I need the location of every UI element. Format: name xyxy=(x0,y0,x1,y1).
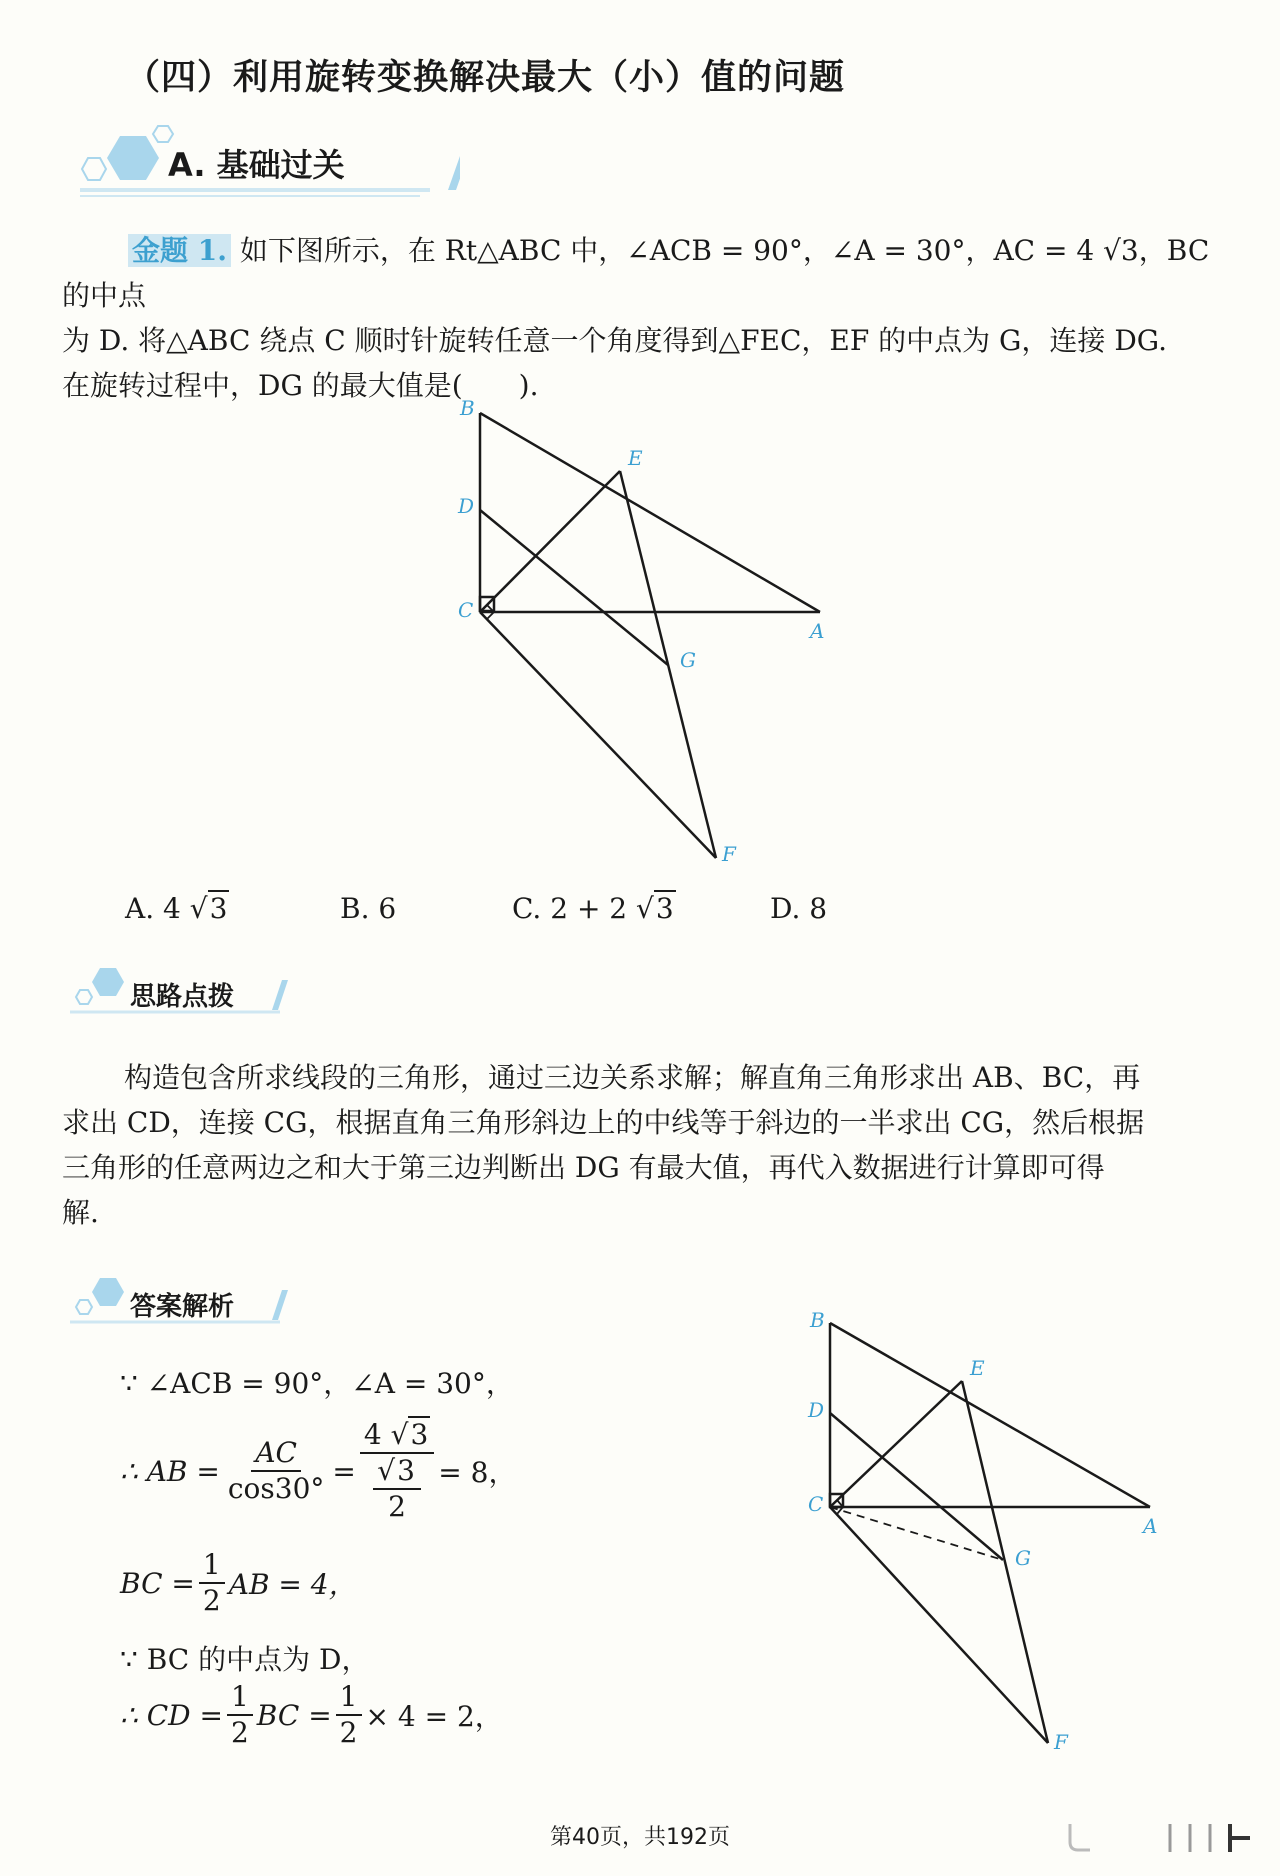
segment-ef-2 xyxy=(962,1381,1048,1743)
section-title-answer: 答案解析 xyxy=(130,1292,235,1322)
segment-ce xyxy=(480,471,620,612)
label-b-2: B xyxy=(810,1308,825,1332)
solution-step-5 xyxy=(120,1680,503,1750)
hint-line-3: 三角形的任意两边之和大于第三边判断出 DG 有最大值，再代入数据进行计算即可得 xyxy=(62,1151,1105,1184)
segment-ba-2 xyxy=(830,1323,1150,1507)
solution-step-3 xyxy=(120,1548,357,1618)
step5-mid: BC = xyxy=(256,1698,332,1732)
step2-tail: = 8， xyxy=(438,1456,517,1489)
step2-f2-num-rad: 3 xyxy=(410,1418,429,1451)
hint-paragraph xyxy=(62,1055,1222,1235)
step2-f1-num: AC xyxy=(251,1436,301,1472)
step5-fraction-1 xyxy=(227,1680,253,1750)
hint-line-2: 求出 CD，连接 CG，根据直角三角形斜边上的中线等于斜边的一半求出 CG，然后根据 xyxy=(62,1106,1145,1139)
label-g-2: G xyxy=(1015,1546,1031,1570)
segment-ce-2 xyxy=(830,1381,962,1507)
step2-f1-den: cos30° xyxy=(227,1472,325,1505)
label-c: C xyxy=(458,598,474,622)
step3-fraction xyxy=(199,1548,225,1618)
step3-lhs: BC = xyxy=(120,1566,195,1600)
solution-step-4: ∵ BC 的中点为 D， xyxy=(120,1643,370,1676)
segment-cf-2 xyxy=(830,1507,1048,1743)
page-footer: 第40页，共192页 xyxy=(550,1825,730,1850)
step3-den: 2 xyxy=(202,1584,221,1617)
step3-num: 1 xyxy=(199,1548,225,1584)
section-header-answer xyxy=(60,1270,300,1332)
solution-step-1: ∵ ∠ACB = 90°，∠A = 30°， xyxy=(120,1367,514,1400)
option-a-radicand: 3 xyxy=(209,892,228,925)
label-f-2: F xyxy=(1054,1730,1068,1754)
step2-f2-den-bottom: 2 xyxy=(388,1490,406,1523)
solution-step-2 xyxy=(120,1418,516,1524)
step2-f2-num: 4 √3 xyxy=(360,1418,434,1454)
option-c-sqrt: √3 xyxy=(636,892,674,925)
scroll-handle-icon[interactable] xyxy=(1060,1818,1260,1858)
label-e-2: E xyxy=(970,1356,985,1380)
question-line-3: 在旋转过程中，DG 的最大值是( ). xyxy=(62,369,539,402)
label-d: D xyxy=(458,494,475,518)
question-block xyxy=(62,228,1232,408)
section-title-hint: 思路点拨 xyxy=(130,982,235,1012)
option-c xyxy=(512,892,676,925)
hint-line-1: 构造包含所求线段的三角形，通过三边关系求解；解直角三角形求出 AB、BC，再 xyxy=(124,1061,1141,1094)
figure-2 xyxy=(800,1305,1180,1765)
label-f: F xyxy=(722,842,736,865)
step2-f2-den-rad: 3 xyxy=(397,1454,415,1487)
step5-den: 2 xyxy=(230,1716,249,1749)
label-a-2: A xyxy=(1143,1514,1158,1538)
segment-dg-2 xyxy=(830,1413,1003,1560)
question-line-1: 如下图所示，在 Rt△ABC 中，∠ACB = 90°，∠A = 30°，AC = 4 √3，BC 的中点 xyxy=(62,234,1210,312)
segment-ba xyxy=(480,413,820,612)
step5-num2: 1 xyxy=(336,1680,362,1716)
page-title: （四）利用旋转变换解决最大（小）值的问题 xyxy=(125,58,846,98)
label-d-2: D xyxy=(808,1398,825,1422)
step2-lhs: ∴ AB = xyxy=(120,1454,220,1488)
option-a xyxy=(125,892,229,925)
step2-f2-num-prefix: 4 xyxy=(363,1418,382,1451)
step3-tail: AB = 4， xyxy=(228,1568,357,1601)
option-b: B. 6 xyxy=(340,892,397,925)
step5-fraction-2 xyxy=(336,1680,362,1750)
step5-num: 1 xyxy=(227,1680,253,1716)
figure-1 xyxy=(440,395,860,865)
section-header-hint xyxy=(60,960,300,1022)
option-d: D. 8 xyxy=(770,892,828,925)
step2-fraction-2 xyxy=(360,1418,434,1524)
option-a-text: A. 4 xyxy=(125,892,181,925)
label-a: A xyxy=(810,619,825,643)
section-header-basic xyxy=(60,120,460,200)
step2-f2-den: $\frac{√3}{2}$ xyxy=(369,1454,425,1524)
hint-line-4: 解. xyxy=(62,1196,99,1229)
option-a-sqrt: √3 xyxy=(189,892,228,925)
option-c-text: C. 2 + 2 xyxy=(512,892,628,925)
section-title-basic: A. 基础过关 xyxy=(168,146,345,184)
label-c-2: C xyxy=(808,1492,824,1516)
question-tag: 金题 1. xyxy=(128,234,231,267)
label-g: G xyxy=(680,648,696,672)
step2-eq: = xyxy=(332,1454,356,1488)
question-line-2: 为 D. 将△ABC 绕点 C 顺时针旋转任意一个角度得到△FEC，EF 的中点为 G，连接 DG. xyxy=(62,324,1168,357)
label-b: B xyxy=(460,396,475,420)
option-c-radicand: 3 xyxy=(655,892,674,925)
step5-lhs: ∴ CD = xyxy=(120,1698,223,1732)
step2-fraction-1 xyxy=(224,1436,329,1506)
step5-tail: × 4 = 2， xyxy=(365,1700,503,1733)
step5-den2: 2 xyxy=(339,1716,358,1749)
label-e: E xyxy=(628,446,643,470)
